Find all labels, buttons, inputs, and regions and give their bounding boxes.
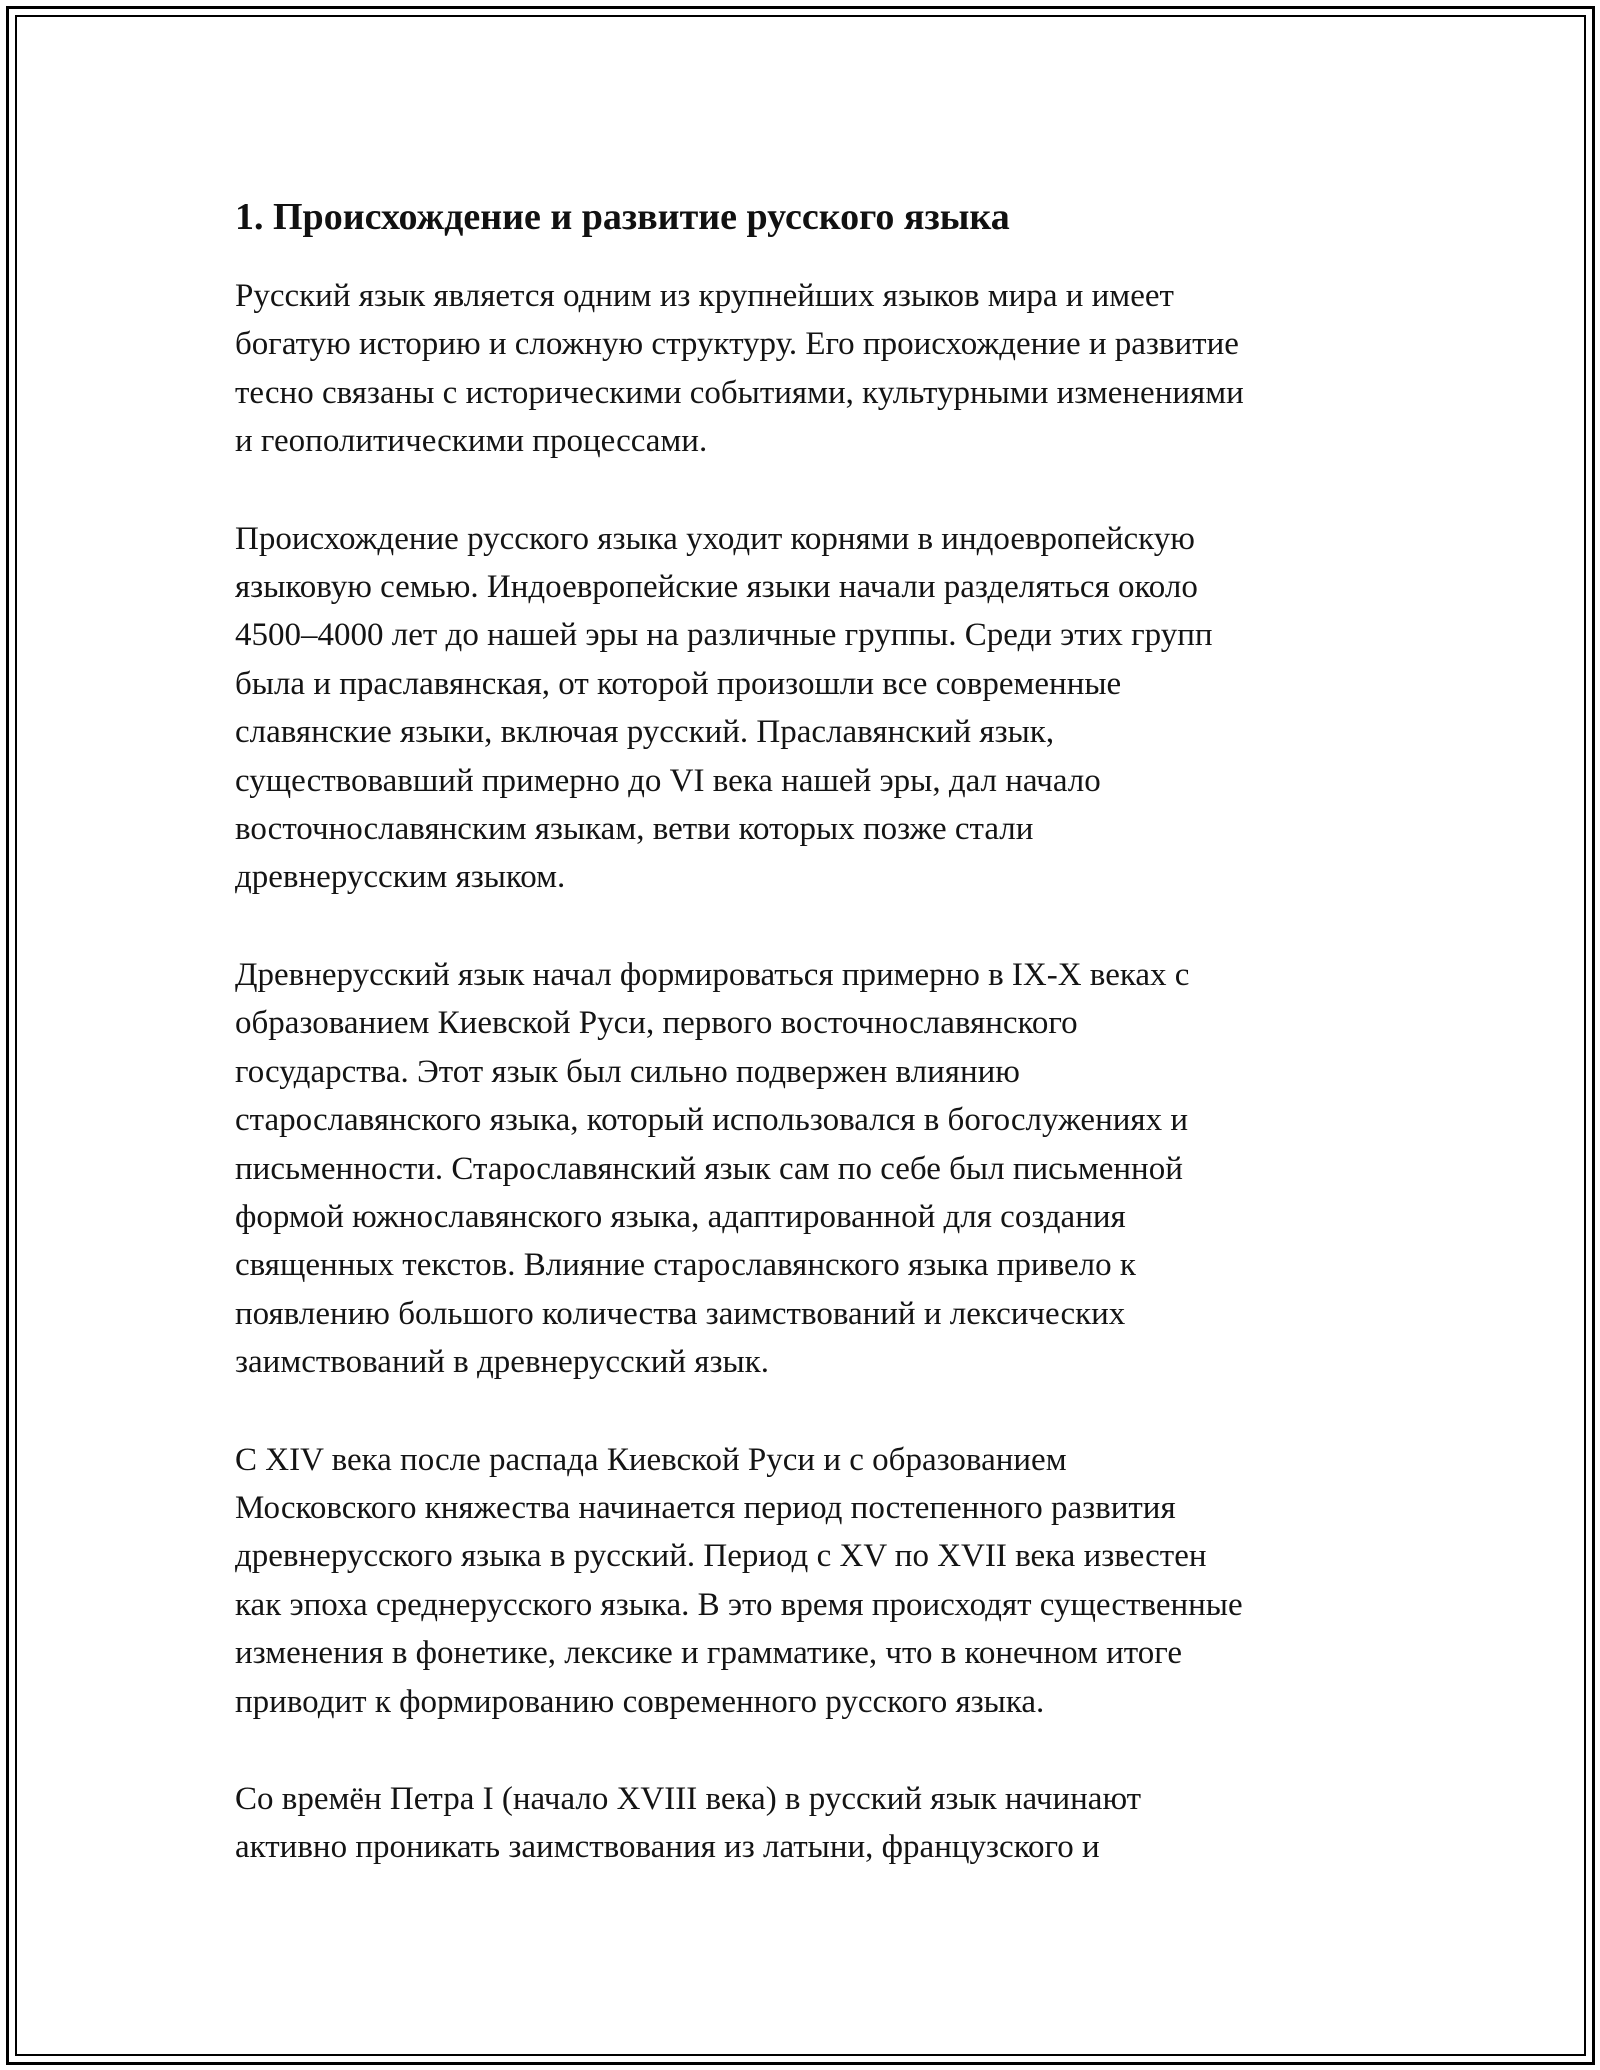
- paragraph-middle-russian: С XIV века после распада Киевской Руси и с образованием Московского княжества начинается период постепенного развития древнерусского языка в русский. Период с XV по XVII века известен как эпоха среднерусского языка. В это время происходят существенные изменения в фонетике, лексике и грамматике, что в конечном итоге приводит к формированию современного русского языка.: [235, 1441, 1243, 1720]
- paragraph-intro: Русский язык является одним из крупнейших языков мира и имеет богатую историю и сложную структуру. Его происхождение и развитие тесно связаны с историческими событиями, культурными изменениями и геополитическими процессами.: [235, 278, 1244, 460]
- paragraph-old-russian: Древнерусский язык начал формироваться примерно в IX-X веках с образованием Киевской Руси, первого восточнославянского государства. Этот язык был сильно подвержен влиянию старославянского языка, который использовался в богослужениях и письменности. Старославянский язык сам по себе был письменной формой южнославянского языка, адаптированной для создания священных текстов. Влияние старославянского языка привело к появлению большого количества заимствований и лексических заимствований в древнерусский язык.: [235, 956, 1190, 1381]
- section-heading: 1. Происхождение и развитие русского языка: [235, 196, 1010, 238]
- paragraph-peter-era: Со времён Петра I (начало XVIII века) в русский язык начинают активно проникать заимствования из латыни, французского и: [235, 1780, 1142, 1866]
- document-body: [235, 190, 1375, 1921]
- paragraph-origin: Происхождение русского языка уходит корнями в индоевропейскую языковую семью. Индоевропейские языки начали разделяться около 4500–4000 лет до нашей эры на различные группы. Среди этих групп была и праславянская, от которой произошли все современные славянские языки, включая русский. Праславянский язык, существовавший примерно до VI века нашей эры, дал начало восточнославянским языкам, ветви которых позже стали древнерусским языком.: [235, 520, 1213, 896]
